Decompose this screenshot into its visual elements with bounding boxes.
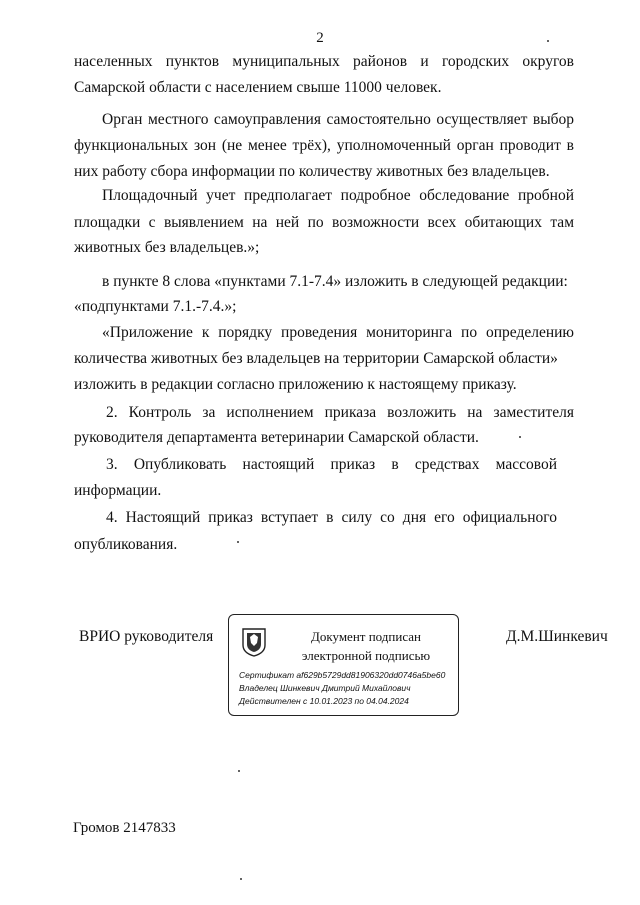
page-number: 2: [316, 30, 324, 46]
scan-speck: [240, 878, 242, 880]
stamp-validity: Действителен с 10.01.2023 по 04.04.2024: [239, 696, 409, 706]
text-line: 2. Контроль за исполнением приказа возложить на заместителя: [106, 404, 574, 421]
text-line: изложить в редакции согласно приложению к настоящему приказу.: [74, 376, 517, 393]
stamp-owner: Владелец Шинкевич Дмитрий Михайлович: [239, 683, 411, 693]
text-line: 4. Настоящий приказ вступает в силу со дня его официального: [106, 509, 557, 526]
text-line: руководителя департамента ветеринарии Самарской области.: [74, 429, 479, 446]
text-line: Самарской области с населением свыше 11000 человек.: [74, 79, 442, 96]
scan-speck: [547, 40, 549, 42]
stamp-heading-line: электронной подписью: [301, 648, 431, 663]
text-line: количества животных без владельцев на территории Самарской области»: [74, 350, 558, 367]
text-line: животных без владельцев.»;: [74, 239, 260, 256]
text-line: Площадочный учет предполагает подробное обследование пробной: [102, 187, 574, 204]
text-line: них работу сбора информации по количеству животных без владельцев.: [74, 163, 550, 180]
text-line: информации.: [74, 482, 162, 499]
scan-speck: [519, 436, 521, 438]
stamp-heading: [273, 627, 459, 665]
text-line: «подпунктами 7.1.-7.4.»;: [74, 298, 237, 315]
text-line: Орган местного самоуправления самостоятельно осуществляет выбор: [102, 111, 574, 128]
stamp-heading-line: Документ подписан: [311, 629, 421, 644]
text-line: опубликования.: [74, 536, 178, 553]
scan-speck: [237, 541, 239, 543]
scan-speck: [238, 770, 240, 772]
text-line: «Приложение к порядку проведения мониторинга по определению: [102, 324, 574, 341]
text-line: населенных пунктов муниципальных районов и городских округов: [74, 53, 574, 70]
text-line: в пункте 8 слова «пунктами 7.1-7.4» изложить в следующей редакции:: [102, 273, 568, 290]
executor-note: Громов 2147833: [73, 820, 176, 836]
electronic-signature-stamp: [228, 614, 459, 716]
coat-of-arms-icon: [241, 627, 267, 657]
signatory-position: ВРИО руководителя: [79, 628, 214, 645]
text-line: функциональных зон (не менее трёх), уполномоченный орган проводит в: [74, 137, 574, 154]
text-line: площадки с выявлением на ней по возможности всех обитающих там: [74, 214, 574, 231]
stamp-certificate: Сертификат af629b5729dd81906320dd0746a5be60: [239, 670, 446, 680]
signatory-name: Д.М.Шинкевич: [506, 628, 608, 645]
text-line: 3. Опубликовать настоящий приказ в средствах массовой: [106, 456, 557, 473]
